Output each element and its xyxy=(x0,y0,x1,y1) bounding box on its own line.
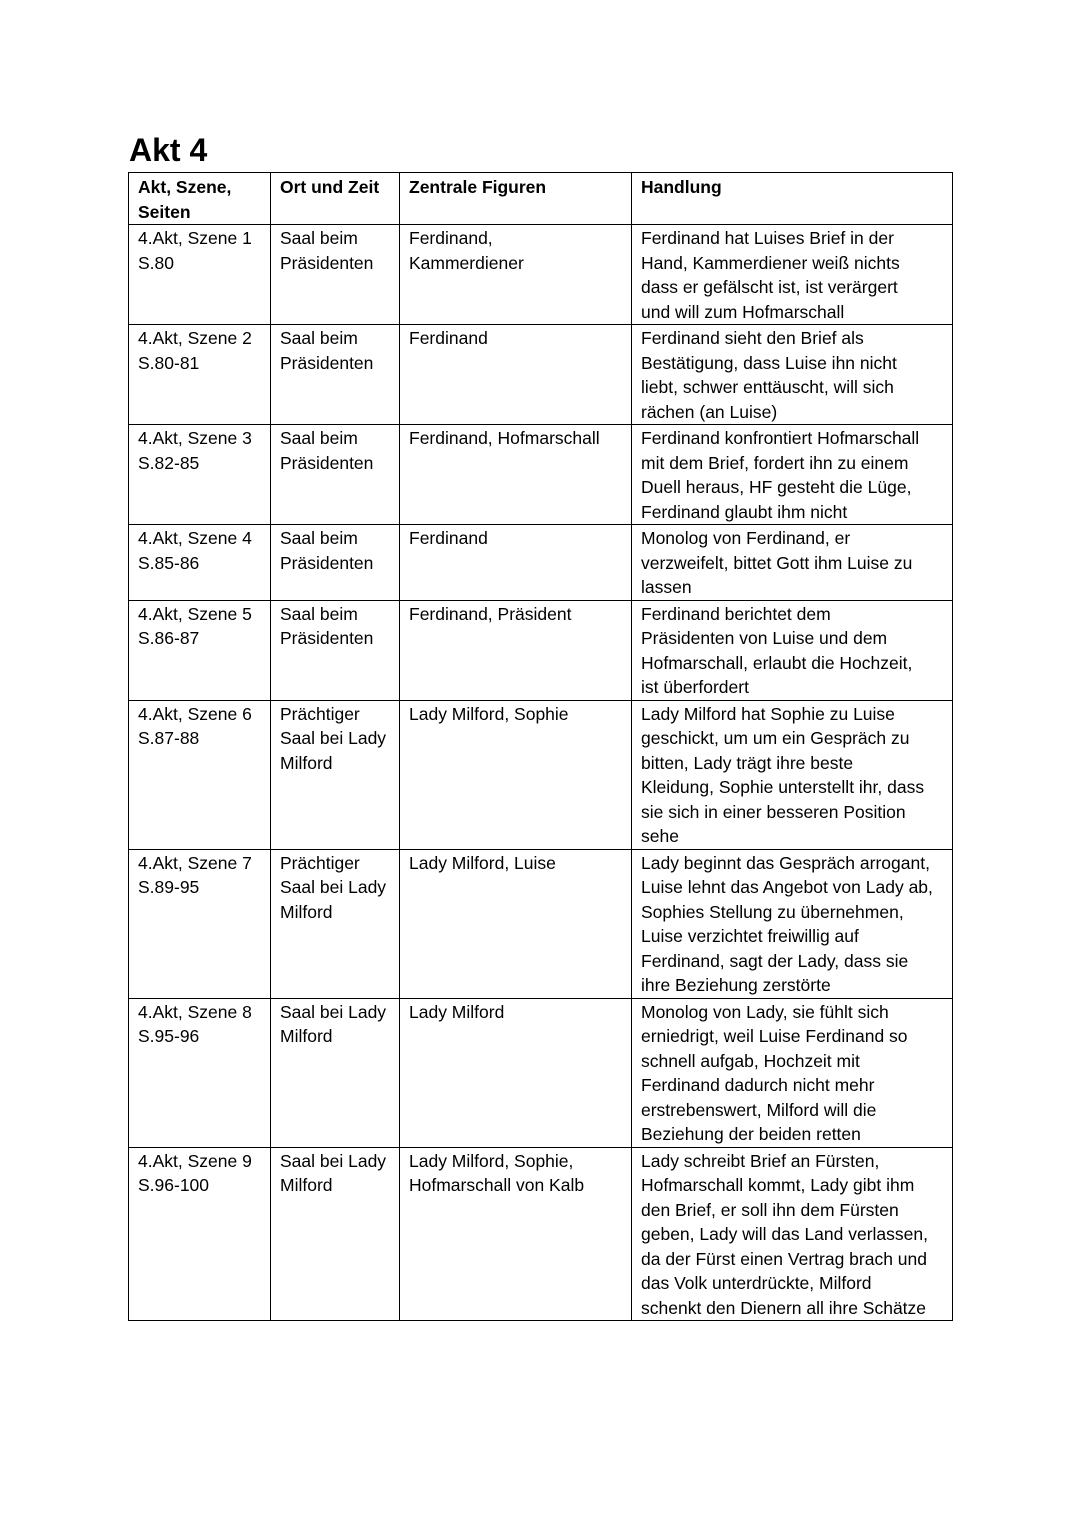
place-line: Präsidenten xyxy=(280,552,374,573)
page-range: S.95-96 xyxy=(138,1026,200,1046)
cell-plot xyxy=(632,998,953,1147)
cell-plot xyxy=(632,525,953,601)
figures-line: Ferdinand, xyxy=(409,228,493,248)
table-body xyxy=(129,225,953,1321)
plot-line: Ferdinand konfrontiert Hofmarschall xyxy=(641,428,920,448)
cell-place-time xyxy=(271,325,400,425)
figures-line: Ferdinand, Präsident xyxy=(409,603,572,624)
figures-line: Kammerdiener xyxy=(409,252,524,273)
place-line: Prächtiger xyxy=(280,703,360,724)
cell-act-scene-pages xyxy=(129,849,271,998)
scene-label: 4.Akt, Szene 3 xyxy=(138,428,252,448)
place-line: Prächtiger xyxy=(280,852,360,873)
plot-line: Beziehung der beiden retten xyxy=(641,1124,861,1144)
plot-line: lassen xyxy=(641,577,692,597)
cell-plot xyxy=(632,849,953,998)
cell-plot xyxy=(632,600,953,700)
plot-line: Lady Milford hat Sophie zu Luise xyxy=(641,703,895,724)
page-range: S.80 xyxy=(138,252,174,273)
cell-plot xyxy=(632,225,953,325)
place-line: Präsidenten xyxy=(280,452,374,473)
place-line: Milford xyxy=(280,901,333,922)
scene-label: 4.Akt, Szene 4 xyxy=(138,528,252,548)
header-central-figures: Zentrale Figuren xyxy=(400,173,632,225)
place-line: Milford xyxy=(280,1175,333,1195)
cell-place-time xyxy=(271,1147,400,1321)
cell-act-scene-pages xyxy=(129,1147,271,1321)
table-header-row xyxy=(129,173,953,225)
cell-act-scene-pages xyxy=(129,600,271,700)
table-row xyxy=(129,1147,953,1321)
cell-plot xyxy=(632,1147,953,1321)
figures-line: Lady Milford, Sophie xyxy=(409,703,569,724)
header-plot: Handlung xyxy=(632,173,953,225)
table-row xyxy=(129,525,953,601)
cell-central-figures xyxy=(400,425,632,525)
cell-central-figures xyxy=(400,525,632,601)
scene-label: 4.Akt, Szene 7 xyxy=(138,852,252,873)
cell-central-figures xyxy=(400,998,632,1147)
place-line: Saal beim xyxy=(280,528,358,548)
plot-line: Präsidenten von Luise und dem xyxy=(641,628,888,648)
cell-central-figures xyxy=(400,225,632,325)
place-line: Präsidenten xyxy=(280,352,374,373)
header-text: Seiten xyxy=(138,201,191,222)
table-row xyxy=(129,425,953,525)
plot-line: liebt, schwer enttäuscht, will sich xyxy=(641,377,894,397)
cell-act-scene-pages xyxy=(129,700,271,849)
scene-label: 4.Akt, Szene 5 xyxy=(138,603,252,624)
scene-label: 4.Akt, Szene 2 xyxy=(138,328,252,348)
plot-line: Ferdinand hat Luises Brief in der xyxy=(641,228,894,248)
plot-line: Ferdinand glaubt ihm nicht xyxy=(641,501,848,522)
plot-line: geben, Lady will das Land verlassen, xyxy=(641,1224,928,1244)
table-row xyxy=(129,849,953,998)
cell-place-time xyxy=(271,225,400,325)
page-title: Akt 4 xyxy=(129,132,208,168)
plot-line: Ferdinand, sagt der Lady, dass sie xyxy=(641,950,909,971)
place-line: Saal bei Lady xyxy=(280,877,387,897)
plot-line: Hofmarschall, erlaubt die Hochzeit, xyxy=(641,652,913,673)
scene-label: 4.Akt, Szene 6 xyxy=(138,703,252,724)
plot-line: schnell aufgab, Hochzeit mit xyxy=(641,1050,860,1071)
plot-line: bitten, Lady trägt ihre beste xyxy=(641,752,854,773)
page-range: S.96-100 xyxy=(138,1175,210,1195)
plot-line: ihre Beziehung zerstörte xyxy=(641,975,831,995)
plot-line: verzweifelt, bittet Gott ihm Luise zu xyxy=(641,552,913,573)
plot-line: Monolog von Lady, sie fühlt sich xyxy=(641,1001,889,1022)
place-line: Saal beim xyxy=(280,328,358,348)
place-line: Präsidenten xyxy=(280,252,374,273)
cell-place-time xyxy=(271,525,400,601)
table-row xyxy=(129,225,953,325)
place-line: Präsidenten xyxy=(280,628,374,648)
plot-line: den Brief, er soll ihn dem Fürsten xyxy=(641,1199,899,1220)
scenes-table xyxy=(128,172,953,1321)
plot-line: sehe xyxy=(641,826,679,846)
cell-place-time xyxy=(271,998,400,1147)
plot-line: Ferdinand dadurch nicht mehr xyxy=(641,1075,875,1095)
figures-line: Lady Milford xyxy=(409,1001,505,1022)
place-line: Saal beim xyxy=(280,603,358,624)
figures-line: Lady Milford, Luise xyxy=(409,852,556,873)
scene-label: 4.Akt, Szene 9 xyxy=(138,1150,252,1171)
plot-line: Monolog von Ferdinand, er xyxy=(641,528,851,548)
header-place-time: Ort und Zeit xyxy=(271,173,400,225)
cell-act-scene-pages xyxy=(129,998,271,1147)
cell-central-figures xyxy=(400,1147,632,1321)
cell-act-scene-pages xyxy=(129,225,271,325)
page-range: S.80-81 xyxy=(138,352,200,373)
scene-label: 4.Akt, Szene 1 xyxy=(138,228,252,248)
cell-central-figures xyxy=(400,325,632,425)
plot-line: Hofmarschall kommt, Lady gibt ihm xyxy=(641,1175,915,1195)
figures-line: Ferdinand xyxy=(409,328,488,348)
page-range: S.82-85 xyxy=(138,452,200,473)
plot-line: mit dem Brief, fordert ihn zu einem xyxy=(641,452,909,473)
table-row xyxy=(129,325,953,425)
plot-line: Hand, Kammerdiener weiß nichts xyxy=(641,252,900,273)
cell-place-time xyxy=(271,700,400,849)
place-line: Saal bei Lady xyxy=(280,1150,387,1171)
plot-line: Duell heraus, HF gesteht die Lüge, xyxy=(641,477,912,497)
place-line: Saal bei Lady xyxy=(280,1001,387,1022)
plot-line: Luise lehnt das Angebot von Lady ab, xyxy=(641,877,933,897)
plot-line: erstrebenswert, Milford will die xyxy=(641,1099,877,1120)
place-line: Milford xyxy=(280,1026,333,1046)
plot-line: ist überfordert xyxy=(641,677,749,697)
plot-line: rächen (an Luise) xyxy=(641,401,778,422)
page-range: S.86-87 xyxy=(138,628,200,648)
place-line: Saal beim xyxy=(280,428,358,448)
plot-line: erniedrigt, weil Luise Ferdinand so xyxy=(641,1026,908,1046)
cell-act-scene-pages xyxy=(129,325,271,425)
plot-line: schenkt den Dienern all ihre Schätze xyxy=(641,1297,927,1318)
scene-label: 4.Akt, Szene 8 xyxy=(138,1001,252,1022)
figures-line: Ferdinand, Hofmarschall xyxy=(409,428,600,448)
page-range: S.89-95 xyxy=(138,877,200,897)
plot-line: Lady schreibt Brief an Fürsten, xyxy=(641,1150,880,1171)
table-row xyxy=(129,600,953,700)
plot-line: Luise verzichtet freiwillig auf xyxy=(641,926,859,946)
cell-act-scene-pages xyxy=(129,425,271,525)
cell-plot xyxy=(632,425,953,525)
cell-act-scene-pages xyxy=(129,525,271,601)
plot-line: da der Fürst einen Vertrag brach und xyxy=(641,1248,928,1269)
cell-plot xyxy=(632,700,953,849)
cell-central-figures xyxy=(400,600,632,700)
plot-line: Kleidung, Sophie unterstellt ihr, dass xyxy=(641,777,925,797)
plot-line: dass er gefälscht ist, ist verärgert xyxy=(641,277,898,297)
table-row xyxy=(129,700,953,849)
cell-place-time xyxy=(271,849,400,998)
header-text: Akt, Szene, xyxy=(138,177,232,197)
plot-line: Sophies Stellung zu übernehmen, xyxy=(641,901,904,922)
plot-line: sie sich in einer besseren Position xyxy=(641,801,906,822)
page-range: S.85-86 xyxy=(138,552,200,573)
table-row xyxy=(129,998,953,1147)
cell-plot xyxy=(632,325,953,425)
cell-place-time xyxy=(271,425,400,525)
figures-line: Hofmarschall von Kalb xyxy=(409,1175,585,1195)
header-act-scene-pages xyxy=(129,173,271,225)
cell-central-figures xyxy=(400,849,632,998)
plot-line: Lady beginnt das Gespräch arrogant, xyxy=(641,852,930,873)
place-line: Milford xyxy=(280,752,333,773)
figures-line: Ferdinand xyxy=(409,528,488,548)
plot-line: Ferdinand berichtet dem xyxy=(641,603,831,624)
page-range: S.87-88 xyxy=(138,728,200,748)
cell-central-figures xyxy=(400,700,632,849)
plot-line: geschickt, um um ein Gespräch zu xyxy=(641,728,910,748)
figures-line: Lady Milford, Sophie, xyxy=(409,1150,574,1171)
plot-line: Ferdinand sieht den Brief als xyxy=(641,328,864,348)
place-line: Saal bei Lady xyxy=(280,728,387,748)
place-line: Saal beim xyxy=(280,228,358,248)
plot-line: und will zum Hofmarschall xyxy=(641,301,845,322)
plot-line: das Volk unterdrückte, Milford xyxy=(641,1273,872,1293)
cell-place-time xyxy=(271,600,400,700)
plot-line: Bestätigung, dass Luise ihn nicht xyxy=(641,352,897,373)
